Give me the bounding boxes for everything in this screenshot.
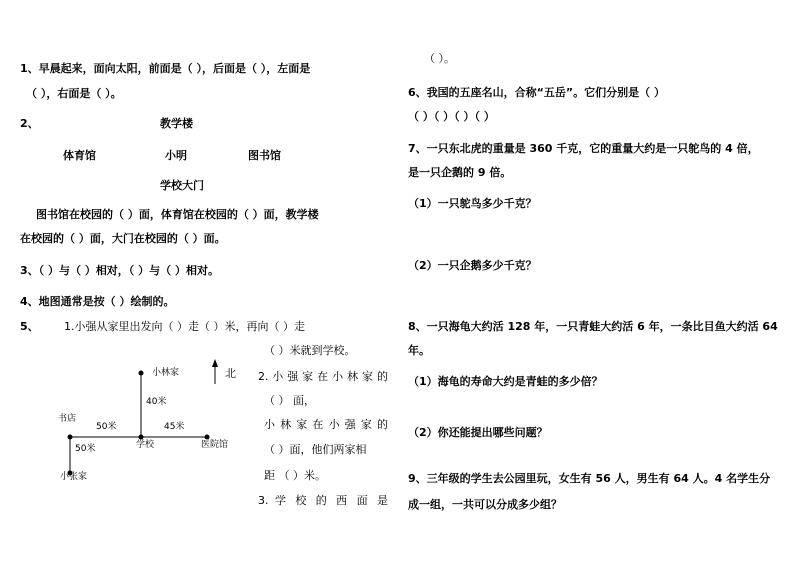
q5-sub3-line1: 3. 学 校 的 西 面 是 bbox=[258, 494, 388, 507]
label-40m: 40米 bbox=[146, 397, 167, 407]
hospital-dot bbox=[205, 435, 210, 440]
label-xiaolin: 小林家 bbox=[152, 368, 180, 378]
q2-map-south: 学校大门 bbox=[160, 179, 204, 192]
q7-part2: （2）一只企鹅多少千克？ bbox=[408, 259, 537, 272]
q8-line2: 年。 bbox=[408, 344, 430, 357]
label-50m-horizontal: 50米 bbox=[96, 422, 117, 432]
q2-line1: 图书馆在校园的（ ）面，体育馆在校园的（ ）面，教学楼 bbox=[36, 208, 319, 221]
q7-line1: 7、一只东北虎的重量是 360 千克，它的重量大约是一只鸵鸟的 4 倍， bbox=[408, 142, 759, 155]
q2-map-north: 教学楼 bbox=[160, 117, 193, 130]
q6-line2: （ ）（ ）（ ）（ ） bbox=[408, 110, 495, 123]
q5-number: 5、 bbox=[20, 320, 39, 333]
q8-part2: （2）你还能提出哪些问题？ bbox=[408, 426, 548, 439]
label-50m-vertical: 50米 bbox=[75, 444, 96, 454]
q5-sub2-line3: 小 林 家 在 小 强 家 的 bbox=[264, 418, 388, 431]
q5-sub2-line5: 距 （ ）米。 bbox=[264, 469, 326, 482]
q5-sub1-line1: 1.小强从家里出发向（ ）走（ ）米，再向（ ）走 bbox=[64, 320, 305, 333]
xiaolin-dot bbox=[139, 371, 144, 376]
q7-part1: （1）一只鸵鸟多少千克？ bbox=[408, 197, 537, 210]
q5-sub1-line2: （ ）米就到学校。 bbox=[264, 344, 356, 357]
label-xiaozhang: 小张家 bbox=[60, 472, 88, 482]
q1-line2: （ ），右面是（ ）。 bbox=[26, 87, 122, 100]
q1-line1: 1、早晨起来，面向太阳，前面是（ ），后面是（ ），左面是 bbox=[20, 62, 311, 75]
label-north: 北 bbox=[225, 367, 236, 380]
q5-sub2-line2: （ ） 面， bbox=[264, 394, 315, 407]
q2-line2: 在校园的（ ）面，大门在校园的（ ）面。 bbox=[20, 232, 226, 245]
label-bookstore: 书店 bbox=[58, 414, 77, 424]
q8-part1: （1）海龟的寿命大约是青蛙的多少倍？ bbox=[408, 375, 603, 388]
north-arrow-head bbox=[212, 359, 218, 367]
label-45m: 45米 bbox=[164, 422, 185, 432]
q2-number: 2、 bbox=[20, 117, 39, 130]
q2-map-east: 图书馆 bbox=[248, 149, 281, 162]
q8-line1: 8、一只海龟大约活 128 年，一只青蛙大约活 6 年，一条比目鱼大约活 64 bbox=[408, 320, 778, 333]
school-dot bbox=[139, 435, 144, 440]
q5-sub2-line1: 2. 小 强 家 在 小 林 家 的 bbox=[258, 370, 388, 383]
q5-sub3-continuation: （ ）。 bbox=[424, 52, 455, 65]
bookstore-dot bbox=[68, 435, 73, 440]
q7-line2: 是一只企鹅的 9 倍。 bbox=[408, 166, 512, 179]
q4: 4、地图通常是按（ ）绘制的。 bbox=[20, 295, 175, 308]
q3: 3、（ ）与（ ）相对，（ ）与（ ）相对。 bbox=[20, 264, 219, 277]
q2-map-west: 体育馆 bbox=[63, 149, 96, 162]
q9-line2: 成一组，一共可以分成多少组？ bbox=[408, 498, 562, 511]
q6-line1: 6、我国的五座名山，合称“五岳”。它们分别是（ ） bbox=[408, 86, 665, 99]
q5-sub2-line4: （ ）面，他们两家相 bbox=[264, 443, 367, 456]
q2-map-center: 小明 bbox=[165, 149, 187, 162]
q9-line1: 9、三年级的学生去公园里玩，女生有 56 人，男生有 64 人。4 名学生分 bbox=[408, 472, 771, 485]
label-hospital: 医院馆 bbox=[201, 440, 229, 450]
label-school: 学校 bbox=[136, 440, 155, 450]
